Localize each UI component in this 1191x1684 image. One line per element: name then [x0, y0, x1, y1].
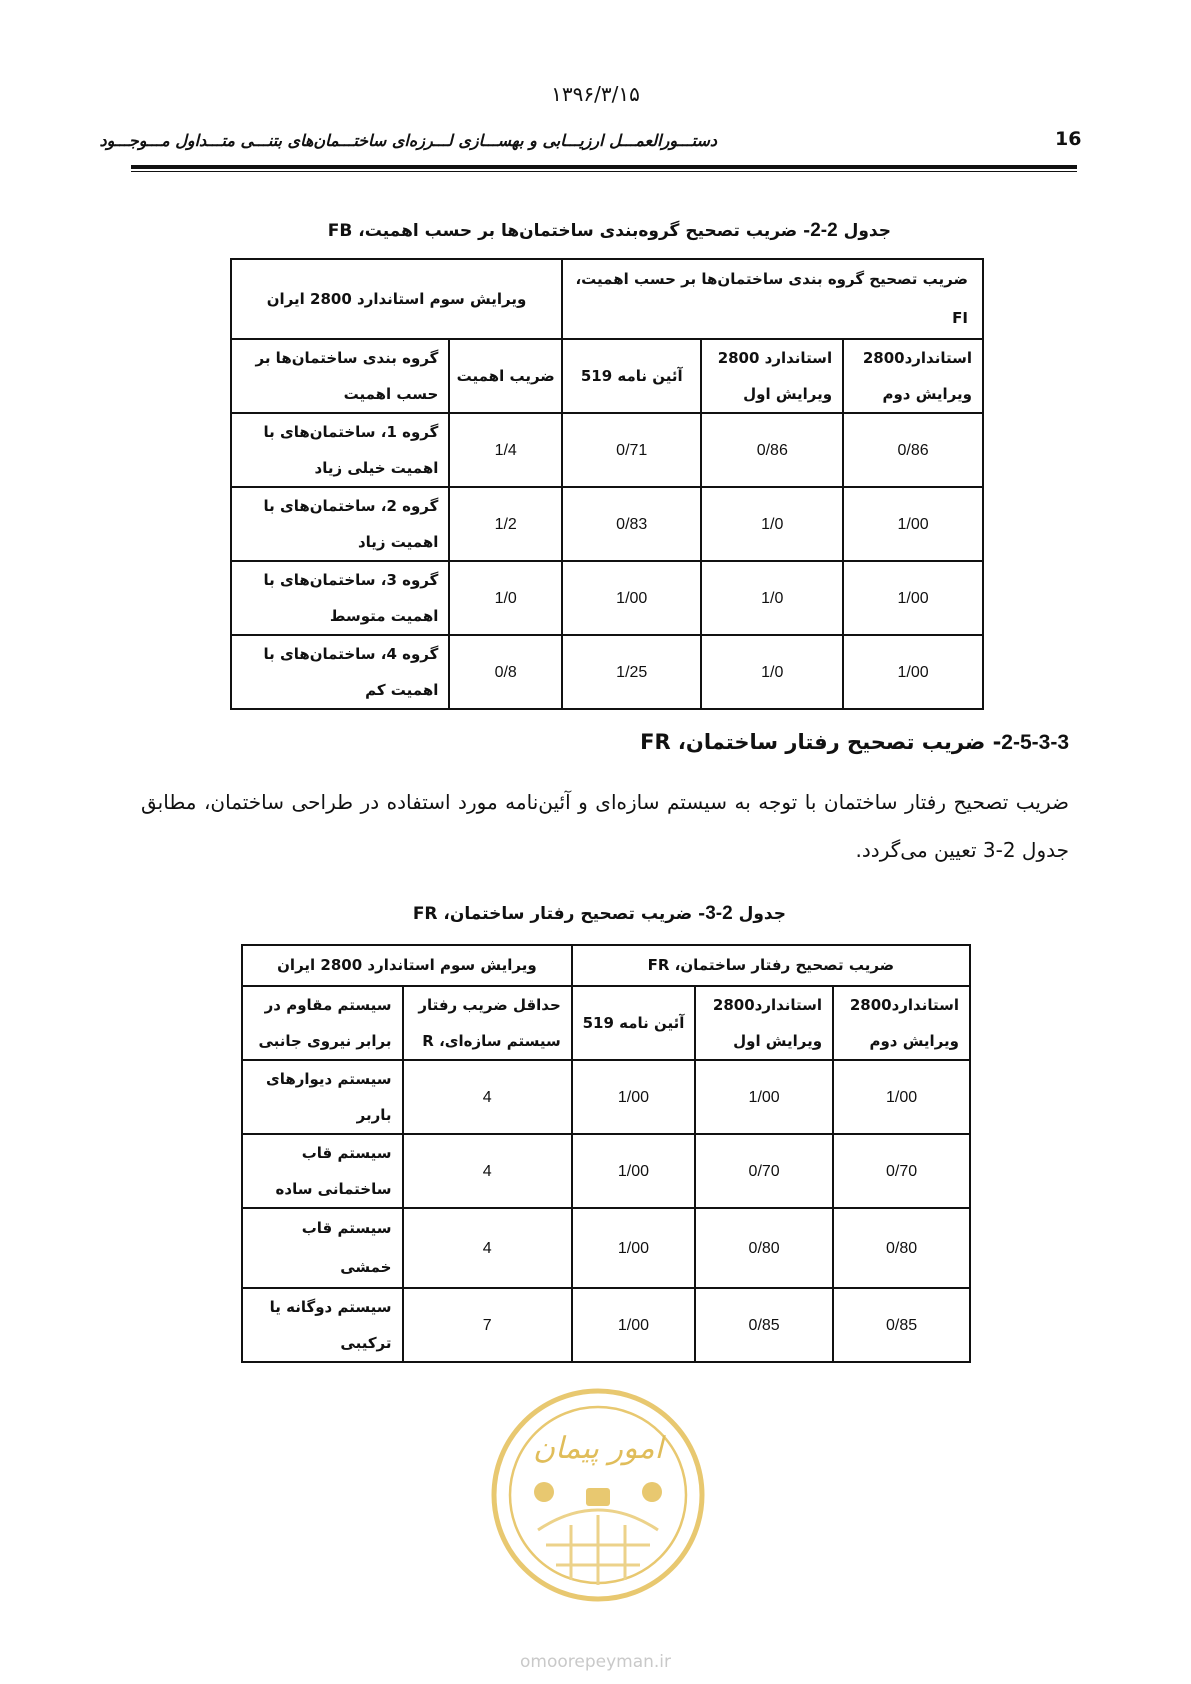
column-header: استاندارد2800 ویرایش اول [695, 986, 833, 1060]
table1-caption-prefix: جدول [837, 221, 891, 241]
table-cell: 0/80 [833, 1208, 970, 1288]
table-row [231, 635, 983, 709]
table-cell: گروه 4، ساختمان‌های با اهمیت کم [231, 635, 449, 709]
table-cell: سیستم قاب خمشی [242, 1208, 403, 1288]
header-rule-thin [131, 171, 1077, 172]
table2-caption-text: - ضریب تصحیح رفتار ساختمان، FR [412, 904, 706, 924]
table2-caption-number: 2-3 [705, 903, 733, 924]
header-rule-thick [131, 165, 1077, 169]
table-row [242, 1134, 970, 1208]
table-cell: 0/71 [562, 413, 701, 487]
table-cell: 1/00 [572, 1208, 695, 1288]
table-cell: 1/0 [449, 561, 562, 635]
table-cell: 1/0 [701, 487, 843, 561]
body-paragraph: ضریب تصحیح رفتار ساختمان با توجه به سیستم سازه‌ای و آئین‌نامه مورد استفاده در طراحی ساختمان، مطابق جدول 2-3 تعیین می‌گردد. [141, 790, 1069, 862]
column-header: گروه بندی ساختمان‌ها بر حسب اهمیت [231, 339, 449, 413]
table-cell: 4 [403, 1060, 572, 1134]
table-cell: 1/00 [843, 635, 983, 709]
section-heading-text: - ضریب تصحیح رفتار ساختمان، FR [640, 730, 1002, 754]
table-cell: سیستم قاب ساختمانی ساده [242, 1134, 403, 1208]
table-cell: 1/00 [572, 1060, 695, 1134]
table-cell: گروه 3، ساختمان‌های با اهمیت متوسط [231, 561, 449, 635]
table-cell: 1/00 [843, 561, 983, 635]
table-group-header-row [231, 259, 983, 339]
table-cell: 1/2 [449, 487, 562, 561]
column-header: استاندارد 2800 ویرایش اول [701, 339, 843, 413]
column-header: استاندارد2800 ویرایش دوم [843, 339, 983, 413]
table2-group-header-right: ضریب تصحیح رفتار ساختمان، FR [572, 945, 970, 986]
page-number: 16 [1055, 128, 1082, 150]
seal-text: امور پیمان [533, 1431, 663, 1466]
table-cell: گروه 1، ساختمان‌های با اهمیت خیلی زیاد [231, 413, 449, 487]
section-heading [640, 730, 1069, 755]
table-row [242, 1060, 970, 1134]
table1-caption [328, 220, 891, 242]
table-cell: 0/86 [843, 413, 983, 487]
table2-caption [413, 903, 786, 925]
table-cell: 1/00 [572, 1134, 695, 1208]
table1-group-header-right: ضریب تصحیح گروه بندی ساختمان‌ها بر حسب اهمیت، FI [562, 259, 983, 339]
table-row [242, 1208, 970, 1288]
table-row [231, 561, 983, 635]
table-cell: 0/70 [695, 1134, 833, 1208]
running-header-title: دستـــورالعمـــل ارزيـــابی و بهســـازی لـــرزه‌ای ساختـــمان‌های بتنـــی متـــداول مـــوجـــود [99, 131, 717, 150]
table-cell: 1/0 [701, 561, 843, 635]
table-cell: 1/0 [701, 635, 843, 709]
column-header: ضریب اهمیت [449, 339, 562, 413]
table-cell: 0/86 [701, 413, 843, 487]
column-header: استاندارد2800 ویرایش دوم [833, 986, 970, 1060]
section-number: 2-5-3-3 [1001, 731, 1069, 754]
table-group-header-row [242, 945, 970, 986]
table-cell: 0/83 [562, 487, 701, 561]
table-cell: 0/85 [833, 1288, 970, 1362]
table-row [242, 1288, 970, 1362]
importance-factor-table [230, 258, 984, 710]
table1-caption-number: 2-2 [810, 220, 838, 241]
table-cell: 0/70 [833, 1134, 970, 1208]
table-cell: 7 [403, 1288, 572, 1362]
table2-group-header-left: ویرایش سوم استاندارد 2800 ایران [242, 945, 572, 986]
column-header: سیستم مقاوم در برابر نیروی جانبی [242, 986, 403, 1060]
table-cell: گروه 2، ساختمان‌های با اهمیت زیاد [231, 487, 449, 561]
table-cell: 1/25 [562, 635, 701, 709]
column-header: حداقل ضریب رفتار سیستم سازه‌ای، R [403, 986, 572, 1060]
table-cell: 1/00 [572, 1288, 695, 1362]
table-header-row [231, 339, 983, 413]
column-header: آئین نامه 519 [562, 339, 701, 413]
watermark-seal-logo [486, 1380, 710, 1610]
column-header: آئین نامه 519 [572, 986, 695, 1060]
table-cell: سیستم دیوارهای باربر [242, 1060, 403, 1134]
table-row [231, 487, 983, 561]
table-header-row [242, 986, 970, 1060]
table-cell: 1/00 [843, 487, 983, 561]
table-cell: 1/4 [449, 413, 562, 487]
table-cell: سیستم دوگانه یا ترکیبی [242, 1288, 403, 1362]
behavior-factor-table [241, 944, 971, 1363]
table-cell: 1/00 [562, 561, 701, 635]
table1-caption-text: - ضريب تصحيح گروه‌بندی ساختمان‌ها بر حسب اهميت، FB [327, 221, 811, 241]
table-cell: 4 [403, 1134, 572, 1208]
table-cell: 0/8 [449, 635, 562, 709]
page-date: ۱۳۹۶/۳/۱۵ [551, 82, 640, 106]
table-cell: 0/85 [695, 1288, 833, 1362]
table-row [231, 413, 983, 487]
table-cell: 1/00 [833, 1060, 970, 1134]
table2-caption-prefix: جدول [732, 904, 786, 924]
watermark-site-url: omoorepeyman.ir [519, 1652, 672, 1672]
table-cell: 4 [403, 1208, 572, 1288]
table-cell: 1/00 [695, 1060, 833, 1134]
table-cell: 0/80 [695, 1208, 833, 1288]
table1-group-header-left: ویرایش سوم استاندارد 2800 ایران [231, 259, 562, 339]
